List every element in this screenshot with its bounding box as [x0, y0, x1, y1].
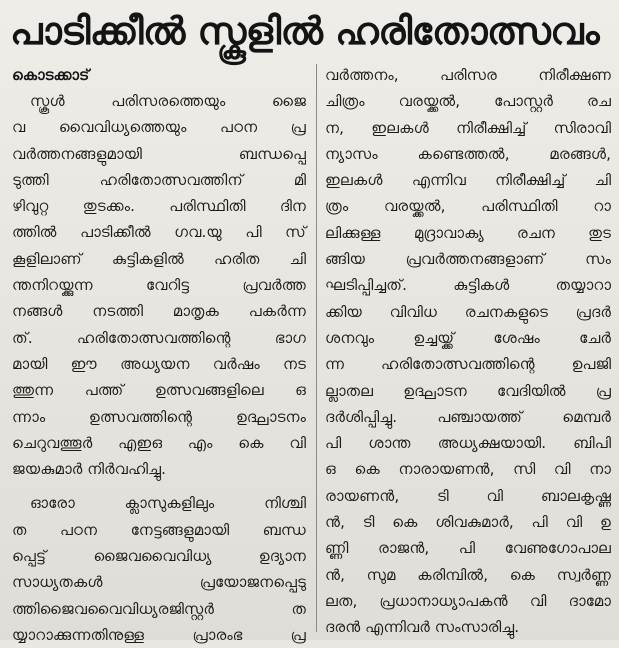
text-line: ത്തുന്ന പത്ത് ഉത്സവങ്ങളിലെ ഒ — [12, 381, 306, 400]
dateline: കൊടക്കാട് — [12, 66, 90, 84]
text-line: ചെറുവത്തൂർ എഇഒ എം കെ വി — [12, 433, 306, 452]
text-line: ൻ, ടി കെ ശിവകുമാർ, പി വി ഉ — [325, 513, 611, 532]
text-line: ന്നാം ഉത്സവത്തിന്റെ ഉദ്ഘാടനം — [12, 407, 306, 426]
text-line: ൻ, സുമ കരിമ്പിൽ, കെ സ്വർണ്ണ — [325, 565, 611, 584]
column-divider — [316, 64, 317, 632]
text-line: വർത്തനം, പരിസര നിരീക്ഷണ — [325, 66, 611, 84]
left-column — [6, 62, 312, 644]
text-line: ലത, പ്രധാനാധ്യാപകൻ വി ദാമോ — [325, 591, 611, 610]
text-line: ത പഠന നേട്ടങ്ങളുമായി ബന്ധ — [12, 520, 306, 539]
text-line: ദരൻ എന്നിവർ സംസാരിച്ചു. — [325, 618, 520, 637]
text-line: രായണൻ, ടി വി ബാലകൃഷ്ണ — [325, 486, 611, 505]
paragraph-2 — [12, 490, 306, 648]
text-line: ന, ഇലകൾ നിരീക്ഷിച്ച് സിരാവി — [325, 118, 611, 137]
text-line: ത്രം വരയ്ക്കൽ, പരിസ്ഥിതി റാ — [325, 197, 611, 216]
paragraph-1 — [12, 88, 306, 482]
text-line: ഒ കെ നാരായണൻ, സി വി നാ — [325, 460, 611, 479]
text-line: ല്ലാതല ഉദ്ഘാടന വേദിയിൽ പ്ര — [325, 381, 611, 400]
text-line: ശനവും ഉച്ചയ്ക്ക് ശേഷം ചേർ — [325, 328, 611, 347]
text-line: ന്യാസം കണ്ടെത്തൽ, മരങ്ങൾ, — [325, 144, 611, 163]
text-line: കൂളിലാണ് കുട്ടികളിൽ ഹരിത ചി — [12, 249, 306, 268]
text-line: ന്ന ഹരിതോത്സവത്തിന്റെ ഉപജി — [325, 355, 611, 374]
text-line: സ്കൂൾ പരിസരത്തെയും ജൈ — [30, 92, 306, 110]
text-line: സാധ്യതകൾ പ്രയോജനപ്പെടു — [12, 573, 306, 592]
text-line: ഴിവുറ്റ തുടക്കം. പരിസ്ഥിതി ദിന — [12, 197, 306, 216]
text-line: പ്പെട്ട് ജൈവവൈവിധ്യ ഉദ്യാന — [12, 547, 306, 566]
text-line: ണ്ണി രാജൻ, പി വേണുഗോപാല — [325, 539, 611, 558]
text-line: യ്യാറാക്കുന്നതിനുള്ള പ്രാരംഭ പ്ര — [12, 625, 306, 644]
text-line: ഘടിപ്പിച്ചത്. കുട്ടികൾ തയ്യാറാ — [325, 276, 611, 295]
paragraph-gap — [12, 482, 306, 490]
text-line: പി ശാന്ത അധ്യക്ഷയായി. ബിപി — [325, 434, 611, 453]
text-line: ങ്ങിയ പ്രവർത്തനങ്ങളാണ് സം — [325, 250, 611, 269]
text-line: ത്തിൽ പാടിക്കീൽ ഗവ.യു പി സ് — [12, 223, 306, 242]
article-body — [6, 62, 613, 644]
text-line: ദർശിപ്പിച്ചു. പഞ്ചായത്ത് മെമ്പർ — [325, 407, 611, 426]
text-line: ലിക്കുള്ള മുദ്രാവാക്യ രചന തുട — [325, 223, 611, 242]
text-line: വർത്തനങ്ങളുമായി ബന്ധപ്പെ — [12, 144, 306, 163]
text-line: ക്കിയ വിവിധ രചനകളുടെ പ്രദർ — [325, 302, 611, 321]
right-column — [323, 62, 613, 637]
text-line: ത്തിജൈവവൈവിധ്യരജിസ്റ്റർ ത — [12, 599, 306, 618]
article-headline: പാടിക്കീൽ സ്കൂളിൽ ഹരിതോത്സവം — [10, 9, 600, 53]
text-line: മായി ഈ അധ്യയന വർഷം നട — [12, 354, 306, 373]
text-line: വ വൈവിധ്യത്തെയും പഠന പ്ര — [12, 118, 306, 137]
text-line: ടുത്തി ഹരിതോത്സവത്തിന് മി — [12, 170, 306, 189]
text-line: ജയകുമാർ നിർവഹിച്ചു. — [12, 460, 166, 479]
text-line: ഓരോ ക്ലാസുകളിലും നിശ്ചി — [30, 494, 306, 513]
text-line: നങ്ങൾ നടത്തി മാതൃക പകർന്ന — [12, 302, 306, 321]
text-line: ചിത്രം വരയ്ക്കൽ, പോസ്റ്റർ രച — [325, 92, 611, 111]
text-line: ഇലകൾ എന്നിവ നിരീക്ഷിച്ച് ചി — [325, 171, 611, 190]
text-line: ന്തനിറയ്ക്കുന്ന വേറിട്ട പ്രവർത്ത — [12, 276, 306, 295]
text-line: ത്. ഹരിതോത്സവത്തിന്റെ ഭാഗ — [12, 328, 306, 347]
